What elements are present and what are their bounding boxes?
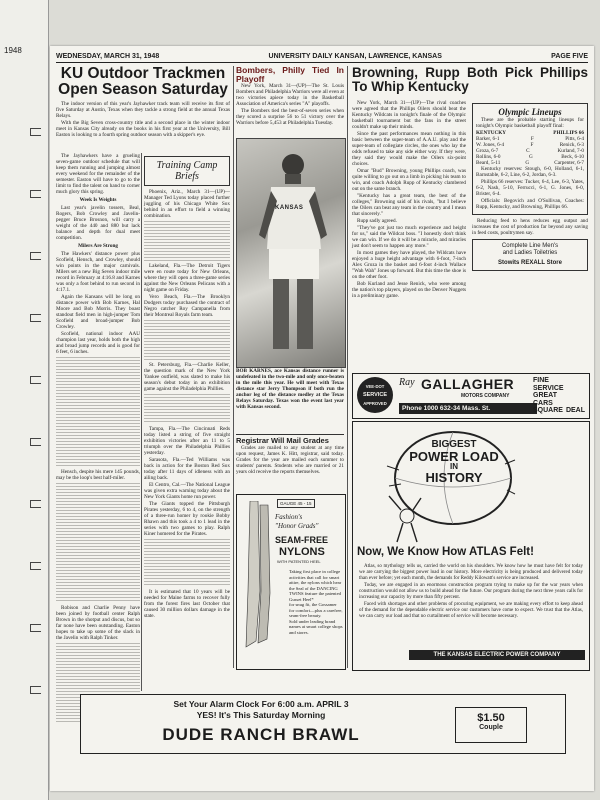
browning-paragraph: In most games they have played, the Wildcats have enjoyed a huge height advantage with 6-foot, 7-inch Alex Groza in the basket and 6-foot 4-inch Wallace "Wah Wah" Jones up forward. But this time the shoe is on the other foot. (352, 250, 466, 280)
binding-mark (30, 562, 41, 570)
registrar-headline: Registrar Will Mail Grades (236, 436, 329, 445)
badge-line: IN (450, 462, 458, 471)
bombers-paragraph: The Bombers tied the best-of-seven series when they scored a surprise 56 to 51 victory over the Warriors before 5,453 at Philadelphia Tuesday. (236, 108, 344, 127)
brief-item: St. Petersburg, Fla.—Charlie Keller, the question mark of the New York Yankee outfield, was slated to make his season's debut today in an exhibition game against the Philadelphia Phillies. (144, 362, 230, 392)
ad-copy-1: Taking first place in college activities that call for smart attire, the nylons which hear the Seal of the DANCING TWINS feature the patented Gusset Heel* (289, 569, 342, 602)
track-paragraph: Hensch, despite his mere 145 pounds, may be the loop's best half-miler. (56, 469, 140, 481)
browning-headline: Browning, Rupp Both Pick Phillips To Whip Kentucky (352, 65, 588, 94)
binding-mark (30, 686, 41, 694)
browning-paragraph: "Kentucky has a great team, the best of the colleges," Browning said of his rivals, "but I believe the Oilers can beat any team in the country and I mean that sincerely." (352, 193, 466, 217)
olympic-title: Olympic Lineups (498, 107, 562, 117)
caption-text: BOB KARNES, ace Kansas distance runner is undefeated in the two-mile and only once-beaten in the mile this year. He will meet with Texas distance star Jerry Thompson if both run the anchor leg of the distance medley at the Texas Relays Saturday. Texas won the event last year with Kansas second. (236, 368, 344, 410)
ad-product-2: NYLONS (279, 546, 325, 558)
masthead-page: PAGE FIVE (551, 53, 588, 60)
training-camp-box (144, 156, 230, 186)
browning-paragraph: Since the past performances mean nothing in this basic between the super-team of A.A.U. play and the super-team of collegiate circles, the ones who lay the odds refused to take any side either way. If they were, they said they would make the Oilers six-point choices. (352, 131, 466, 167)
badge-line: HISTORY (425, 470, 483, 485)
browning-paragraph: Bob Kurland and Jesse Renick, who were among the nation's top players, played on the Denver Nuggets in a preliminary game. (352, 281, 466, 299)
brief-item: It is estimated that 10 years will be needed for Maine farms to recover fully from the forest fires last October that caused 30 million dollars damage in the state. (144, 589, 230, 619)
masthead-date: WEDNESDAY, MARCH 31, 1948 (56, 53, 160, 60)
badge-line: POWER LOAD (409, 449, 499, 464)
track-paragraph: Again the Kansans will be long on distance power with Bob Karnes, Hal Moore and Bob Morris. They boast standout field men in high-jumper Tom Scofield and broad-jumper Bob Crowley. (56, 294, 140, 330)
lineup-cell: Rollins, 6-0 (476, 154, 501, 160)
olympic-officials: Officials: Begovich and O'Sullivan, Coaches: Rupp, Kentucky, and Browning, Phillips 66. (476, 198, 584, 210)
rexall-line-1: Complete Line Men's (501, 243, 559, 249)
ad-product-1: SEAM-FREE (275, 535, 329, 545)
track-subhead: Week Is Weights (79, 197, 117, 203)
column-rule (233, 66, 234, 668)
edge-year: 1948 (4, 46, 22, 55)
track-story (56, 66, 230, 139)
jersey-text: KANSAS (275, 205, 304, 211)
lineup-cell: Barker, 6-1 (476, 136, 500, 142)
binding-mark (30, 252, 41, 260)
masthead-paper: UNIVERSITY DAILY KANSAN, LAWRENCE, KANSAS (268, 53, 442, 60)
track-paragraph: The Jayhawkers have a grueling seven-game outdoor schedule that will keep them running and jumping almost every weekend for the remainder of the semester. Easton will have to go to the limit to find the talent on hand to corner much glory this spring. (56, 153, 140, 195)
atlas-paragraph: Faced with shortages and other problems of procuring equipment, we are making every effort to keep ahead of the demand for the dependable electric service our customers have come to expect. We trust that the Atlas, we can carry our load and that no curtailment of service will become necessary. (359, 602, 583, 619)
brief-item: Vero Beach, Fla.—The Brooklyn Dodgers today purchased the contract of Negro catcher Roy Campanella from their Montreal Royals farm team. (144, 294, 230, 318)
olympic-subs: Kentucky reserves: Stough, 6-0, Holland, 6-1, Barnstable, 6-2, Line, 6-2, Jordan, 6-3. (476, 166, 584, 178)
bombers-headline: Bombers, Philly Tied In Playoff (236, 65, 344, 84)
badge-line: BIGGEST (431, 439, 477, 450)
track-subhead: Milers Are Strong (78, 243, 118, 249)
browning-col-a (352, 100, 466, 300)
slogan-word: SQUARE (533, 407, 563, 415)
atlas-headline: Now, We Know How ATLAS Felt! (357, 546, 534, 558)
gallagher-sub: MOTORS COMPANY (461, 393, 510, 399)
track-paragraph: With the Big Seven cross-country title and a second place in the winter indoor meet in Kansas City already on the books in his first year at the University, Bill Easton is looking to a fourth spring outdoor season with a skipper's eye. (56, 119, 230, 138)
dude-price: $1.50 (477, 712, 505, 724)
gallagher-phone: Phone 1000 632-34 Mass. St. (399, 403, 537, 414)
lineup-cell: W. Jones, 6-4 (476, 142, 505, 148)
dude-line-2: YES! It's This Saturday Morning (196, 710, 326, 720)
lineup-cell: F (530, 136, 534, 142)
column-rule (347, 66, 348, 668)
lineup-cell: C (526, 148, 530, 154)
track-paragraph: Robison and Charlie Penny have been joined by football center Ralph Brown in the shotput and discus, but so far none have been outstanding. Easton hopes to take up some of the slack in the Javelin with Ralph Tinker. (56, 605, 140, 641)
photo-caption (236, 368, 344, 411)
illegible-text (144, 221, 230, 261)
bombers-lead: New York, March 31—(UP)—The St. Louis Bombers and Philadelphia Warriors were all even at two victories apiece today in the Basketball Association of America's series "A" playoffs. (236, 83, 344, 108)
scan-margin (0, 0, 49, 800)
olympic-subs: Phillips 66 reserves: Tucker, 6-4, Lee, 6-3, Yates, 6-2, Nash, 5-10, Ferrucci, 6-1, G. Jones, 6-0, Brister, 6-4. (476, 179, 584, 197)
illegible-text (144, 539, 230, 587)
lineup-cell: G (525, 160, 530, 166)
masthead (56, 51, 588, 63)
dude-price-sub: Couple (479, 724, 503, 731)
slogan-word: FINE (533, 377, 549, 384)
runner-photo (236, 138, 346, 368)
binding-mark (30, 128, 41, 136)
brief-item: Sarasota, Fla.—Ted Williams was back in action for the Boston Red Sox today after 11 days of idleness with an ailing back. (144, 457, 230, 481)
lineup-cell: Beck, 6-10 (561, 154, 584, 160)
binding-mark (30, 438, 41, 446)
olympic-lineups-box (472, 103, 588, 215)
brief-item: Tampa, Fla.—The Cincinnati Reds today listed a string of five straight exhibition victories after an 11 to 5 triumph over the Philadelphia Phillies yesterday. (144, 426, 230, 456)
atlas-paragraph: Today, we are engaged in an enormous construction program trying to make up for the war years when construction would not allow us to build ahead for the future. Our program during the next three years calls for increasing our capacity by more than fifty percent. (359, 583, 583, 600)
gallagher-name: GALLAGHER (421, 376, 515, 392)
briefs-title: Training Camp Briefs (156, 160, 218, 182)
ad-copy (289, 569, 343, 635)
slogan-word: GREAT (533, 392, 557, 400)
track-story-col-b (144, 153, 230, 620)
dude-price-box (455, 707, 527, 743)
illegible-text (56, 483, 140, 603)
illegible-text (144, 320, 230, 360)
binding-mark (30, 190, 41, 198)
binding-mark (30, 376, 41, 384)
lineup-cell: Pitts, 6-4 (565, 136, 584, 142)
team-left: KENTUCKY (476, 130, 506, 136)
lineup-cell: Groza, 6-7 (476, 148, 499, 154)
ad-script-2: "Honor Grads" (275, 522, 319, 530)
track-paragraph: The Hawkers' distance power plus Scofield, Hensch, and Crowley, should win points in the major carnivals. Milers set a new Big Seven indoor mile record in February at 4:16.8 and Karnes was only a foot behind to run second in 4:17.1. (56, 251, 140, 293)
browning-paragraph: Omar "Bud" Browning, young Phillips coach, was quite willing to go out on a limb in picking his team to win, and coach Adolph Rupp of Kentucky clambered out on the same branch. (352, 168, 466, 192)
nylon-ad (236, 494, 346, 670)
track-headline: KU Outdoor Trackmen Open Season Saturday (58, 65, 228, 98)
illegible-text (144, 394, 230, 424)
ad-copy-3: Sold under leading brand names at smart college shops and stores. (289, 618, 343, 635)
slogan-word: CARS (533, 399, 553, 407)
lineup-cell: Beard, 5-11 (476, 160, 501, 166)
atlas-copy (359, 564, 583, 621)
registrar-story (236, 434, 344, 476)
track-paragraph: The indoor version of this year's Jayhawker track team will receive its first of five Saturday at Austin, Texas when they tackle a strong field at the annual Texas Relays. (56, 100, 230, 119)
dude-line-1: Set Your Alarm Clock For 6:00 a.m. APRIL 3 (173, 699, 349, 709)
binding-mark (30, 624, 41, 632)
brief-item: Phoenix, Ariz., March 31—(UP)—Manager Ted Lyons today placed further juggling of his Chicago White Sox behind in an effort to field a winning combination. (144, 189, 230, 219)
gallagher-ad (352, 373, 590, 419)
gauge-tag: GAUGE 45 - 15 (277, 499, 315, 508)
binding-mark (30, 314, 41, 322)
ad-script-1: Fashion's (275, 513, 303, 521)
hens-item: Reducing feed to hens reduces egg output and increases the cost of production far beyond any saving in feed costs, poultrymen say. (472, 218, 588, 236)
dude-title: DUDE RANCH BRAWL (162, 725, 360, 744)
slogan-word: DEAL (565, 407, 586, 415)
vee-dot-seal (357, 377, 393, 413)
rexall-line-2: and Ladies Toiletries (502, 250, 558, 256)
brief-item: The Giants topped the Pittsburgh Pirates yesterday, 6 to 4, on the strength of a three-run homer by rookie Bobby Rhawn and this took a 4 to 1 lead in the series with two games to play. Ralph Kiner homered for the Pirates. (144, 501, 230, 537)
registrar-text: Grades are mailed to any student at any time upon request, James K. Hitt, registrar, said today. Grades for the year are mailed each summer to students' parents. Students who are married or 21 years old receive the reports themselves. (236, 444, 344, 475)
illegible-text (56, 357, 140, 467)
newspaper-page (50, 46, 594, 791)
browning-paragraph: Rupp sadly agreed. (357, 218, 397, 224)
column-rule (141, 153, 142, 691)
seal-bot: APPROVED (363, 401, 387, 406)
lineup-cell: Kurland, 7-0 (557, 148, 584, 154)
stocking-legs-illustration (240, 501, 274, 651)
browning-col-b (472, 100, 588, 274)
atlas-ad (352, 421, 590, 671)
ad-copy-2: for snug fit, the Gossamer for comfort—plus a carefree, seam-free beauty. (289, 602, 343, 618)
browning-paragraph: "They've got just too much experience and height for us," said the Wildcat boss. "I honestly don't think we can win. If we do it will be a miracle, and miracles just don't seem to happen any more." (352, 225, 466, 249)
lineup-cell: G (528, 154, 533, 160)
track-paragraph: Last year's javelin tossers, Beal, Rogers, Bob Crowley and Javelin-pegger Bruce Brosnon, will carry a weight of the 440 and 880 but lack balance and depth for dual meet competition. (56, 205, 140, 241)
lineup-cell: F (530, 142, 534, 148)
binding-mark (30, 500, 41, 508)
gallagher-slogan (533, 377, 585, 415)
brief-item: Lakeland, Fla.—The Detroit Tigers were en route today for New Orleans, where they will open a three-game series against the New Orleans Pelicans with a night game on Friday. (144, 263, 230, 293)
atlas-signature: THE KANSAS ELECTRIC POWER COMPANY (409, 650, 585, 660)
track-story-col-a (56, 153, 140, 725)
slogan-word: SERVICE (533, 384, 564, 392)
lineup-cell: Carpenter, 6-7 (554, 160, 584, 166)
olympic-intro: These are the probable starting lineups for tonight's Olympic basketball playoff final: (476, 117, 584, 129)
team-right: PHILLIPS 66 (553, 130, 584, 136)
lineup-cell: Renick, 6-3 (559, 142, 584, 148)
bombers-story (236, 66, 344, 127)
rexall-ad (472, 239, 588, 271)
lineup-table (476, 136, 584, 166)
rexall-store: Stowits REXALL Store (498, 260, 562, 266)
runner-figure (237, 139, 345, 367)
atlas-paragraph: Atlas, so mythology tells us, carried the world on his shoulders. We know how he must have felt for today we are carrying the biggest power load in our history. More electricity is being produced and delivered today than ever before; yet each month, the demands for Reddy Kilowatt's service are increased. (359, 564, 583, 581)
track-paragraph: Scofield, national indoor AAU champion last year, holds both the high and broad jump records and is good for 6 feet, 6 inches. (56, 331, 140, 355)
browning-story (352, 66, 588, 94)
gallagher-prefix: Ray (399, 377, 415, 388)
brief-item: El Centro, Cal.—The National League was given extra warning today about the New York Giants home run power. (144, 482, 230, 500)
power-load-badge (399, 440, 509, 484)
dude-ranch-ad (80, 694, 566, 754)
browning-paragraph: New York, March 31—(UP)—The rival coaches were agreed that the Phillips Oilers should beat the Kentucky Wildcats in tonight's finale of the Olympic basketball tournament but the fans in the street couldn't make up their minds. (352, 100, 466, 130)
seal-mid: SERVICE (362, 392, 388, 398)
ad-note: WITH PATENTED HEEL (277, 559, 321, 564)
seal-top: VEE-DOT (365, 384, 385, 389)
